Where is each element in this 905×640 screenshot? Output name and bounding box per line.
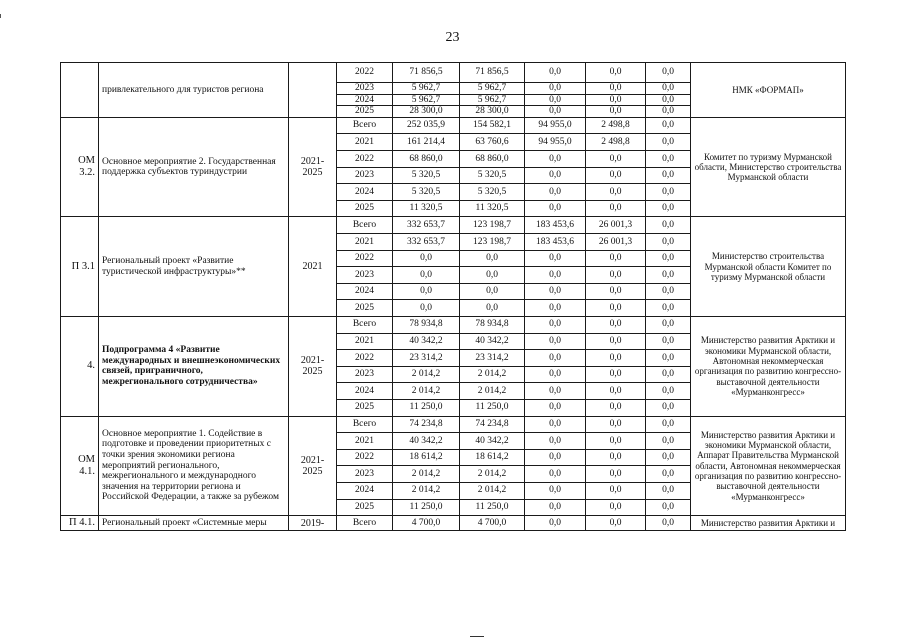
local-budget-value: 0,0 bbox=[586, 350, 646, 367]
total-value: 2 014,2 bbox=[393, 366, 460, 383]
year-cell: 2025 bbox=[337, 399, 393, 416]
year-cell: 2021 bbox=[337, 234, 393, 251]
total-value: 2 014,2 bbox=[393, 482, 460, 499]
other-sources-value: 0,0 bbox=[646, 234, 691, 251]
total-value: 2 014,2 bbox=[393, 383, 460, 400]
year-cell: 2023 bbox=[337, 366, 393, 383]
year-cell: 2025 bbox=[337, 300, 393, 317]
federal-budget-value: 0,0 bbox=[525, 250, 586, 267]
local-budget-value: 0,0 bbox=[586, 267, 646, 284]
local-budget-value: 0,0 bbox=[586, 283, 646, 300]
total-value: 5 962,7 bbox=[393, 94, 460, 106]
regional-budget-value: 5 320,5 bbox=[460, 184, 525, 201]
local-budget-value: 0,0 bbox=[586, 333, 646, 350]
row-code bbox=[61, 63, 99, 118]
row-name: Подпрограмма 4 «Развитие международных и внешнеэкономических связей, приграничного, межрегионального сотрудничества» bbox=[99, 317, 289, 417]
other-sources-value: 0,0 bbox=[646, 333, 691, 350]
other-sources-value: 0,0 bbox=[646, 267, 691, 284]
federal-budget-value: 0,0 bbox=[525, 333, 586, 350]
other-sources-value: 0,0 bbox=[646, 134, 691, 151]
other-sources-value: 0,0 bbox=[646, 167, 691, 184]
other-sources-value: 0,0 bbox=[646, 83, 691, 95]
total-value: 5 320,5 bbox=[393, 167, 460, 184]
total-value: 18 614,2 bbox=[393, 449, 460, 466]
other-sources-value: 0,0 bbox=[646, 94, 691, 106]
federal-budget-value: 0,0 bbox=[525, 433, 586, 450]
federal-budget-value: 0,0 bbox=[525, 482, 586, 499]
year-cell: 2021 bbox=[337, 134, 393, 151]
federal-budget-value: 0,0 bbox=[525, 267, 586, 284]
other-sources-value: 0,0 bbox=[646, 117, 691, 134]
federal-budget-value: 0,0 bbox=[525, 499, 586, 516]
local-budget-value: 0,0 bbox=[586, 83, 646, 95]
other-sources-value: 0,0 bbox=[646, 283, 691, 300]
other-sources-value: 0,0 bbox=[646, 350, 691, 367]
federal-budget-value: 0,0 bbox=[525, 516, 586, 531]
row-code: ОМ 4.1. bbox=[61, 416, 99, 516]
year-cell: Всего bbox=[337, 317, 393, 334]
total-value: 0,0 bbox=[393, 250, 460, 267]
regional-budget-value: 18 614,2 bbox=[460, 449, 525, 466]
regional-budget-value: 28 300,0 bbox=[460, 106, 525, 118]
total-value: 0,0 bbox=[393, 300, 460, 317]
total-value: 40 342,2 bbox=[393, 433, 460, 450]
regional-budget-value: 5 320,5 bbox=[460, 167, 525, 184]
local-budget-value: 0,0 bbox=[586, 383, 646, 400]
regional-budget-value: 123 198,7 bbox=[460, 234, 525, 251]
local-budget-value: 0,0 bbox=[586, 399, 646, 416]
local-budget-value: 0,0 bbox=[586, 167, 646, 184]
year-cell: 2024 bbox=[337, 184, 393, 201]
federal-budget-value: 94 955,0 bbox=[525, 117, 586, 134]
total-value: 40 342,2 bbox=[393, 333, 460, 350]
regional-budget-value: 68 860,0 bbox=[460, 151, 525, 168]
regional-budget-value: 2 014,2 bbox=[460, 482, 525, 499]
table-row bbox=[61, 317, 846, 334]
local-budget-value: 0,0 bbox=[586, 416, 646, 433]
federal-budget-value: 0,0 bbox=[525, 200, 586, 217]
page-number: 23 bbox=[445, 30, 460, 45]
year-cell: 2021 bbox=[337, 433, 393, 450]
regional-budget-value: 0,0 bbox=[460, 250, 525, 267]
other-sources-value: 0,0 bbox=[646, 482, 691, 499]
local-budget-value: 0,0 bbox=[586, 482, 646, 499]
row-name: привлекательного для туристов региона bbox=[99, 63, 289, 118]
federal-budget-value: 0,0 bbox=[525, 449, 586, 466]
regional-budget-value: 4 700,0 bbox=[460, 516, 525, 531]
regional-budget-value: 40 342,2 bbox=[460, 333, 525, 350]
row-executor: Комитет по туризму Мурманской области, Министерство строительства Мурманской области bbox=[691, 117, 846, 217]
total-value: 11 320,5 bbox=[393, 200, 460, 217]
regional-budget-value: 123 198,7 bbox=[460, 217, 525, 234]
federal-budget-value: 0,0 bbox=[525, 383, 586, 400]
regional-budget-value: 5 962,7 bbox=[460, 94, 525, 106]
federal-budget-value: 94 955,0 bbox=[525, 134, 586, 151]
regional-budget-value: 11 320,5 bbox=[460, 200, 525, 217]
federal-budget-value: 0,0 bbox=[525, 167, 586, 184]
row-code: П 3.1 bbox=[61, 217, 99, 317]
year-cell: 2024 bbox=[337, 94, 393, 106]
total-value: 78 934,8 bbox=[393, 317, 460, 334]
local-budget-value: 0,0 bbox=[586, 449, 646, 466]
year-cell: 2023 bbox=[337, 167, 393, 184]
table-row bbox=[61, 63, 846, 83]
local-budget-value: 0,0 bbox=[586, 151, 646, 168]
row-executor: Министерство развития Арктики и bbox=[691, 516, 846, 531]
year-cell: 2024 bbox=[337, 482, 393, 499]
local-budget-value: 0,0 bbox=[586, 250, 646, 267]
other-sources-value: 0,0 bbox=[646, 317, 691, 334]
other-sources-value: 0,0 bbox=[646, 217, 691, 234]
total-value: 11 250,0 bbox=[393, 399, 460, 416]
row-name: Региональный проект «Системные меры bbox=[99, 516, 289, 531]
local-budget-value: 0,0 bbox=[586, 466, 646, 483]
year-cell: 2025 bbox=[337, 499, 393, 516]
year-cell: Всего bbox=[337, 217, 393, 234]
row-name: Основное мероприятие 2. Государственная поддержка субъектов туриндустрии bbox=[99, 117, 289, 217]
total-value: 4 700,0 bbox=[393, 516, 460, 531]
local-budget-value: 0,0 bbox=[586, 433, 646, 450]
total-value: 23 314,2 bbox=[393, 350, 460, 367]
other-sources-value: 0,0 bbox=[646, 63, 691, 83]
federal-budget-value: 0,0 bbox=[525, 94, 586, 106]
local-budget-value: 2 498,8 bbox=[586, 117, 646, 134]
table-row bbox=[61, 416, 846, 433]
row-period bbox=[289, 63, 337, 118]
regional-budget-value: 63 760,6 bbox=[460, 134, 525, 151]
local-budget-value: 0,0 bbox=[586, 366, 646, 383]
year-cell: 2025 bbox=[337, 106, 393, 118]
local-budget-value: 0,0 bbox=[586, 317, 646, 334]
table-row bbox=[61, 217, 846, 234]
regional-budget-value: 11 250,0 bbox=[460, 399, 525, 416]
year-cell: 2022 bbox=[337, 151, 393, 168]
federal-budget-value: 183 453,6 bbox=[525, 234, 586, 251]
other-sources-value: 0,0 bbox=[646, 250, 691, 267]
year-cell: 2022 bbox=[337, 350, 393, 367]
federal-budget-value: 0,0 bbox=[525, 151, 586, 168]
federal-budget-value: 0,0 bbox=[525, 466, 586, 483]
other-sources-value: 0,0 bbox=[646, 200, 691, 217]
total-value: 71 856,5 bbox=[393, 63, 460, 83]
row-code: П 4.1. bbox=[61, 516, 99, 531]
row-executor: Министерство развития Арктики и экономики Мурманской области, Автономная некоммерческая организация по развитию конгрессно-выставочной деятельности «Мурманконгресс» bbox=[691, 317, 846, 417]
regional-budget-value: 23 314,2 bbox=[460, 350, 525, 367]
local-budget-value: 0,0 bbox=[586, 94, 646, 106]
row-name: Региональный проект «Развитие туристической инфраструктуры»** bbox=[99, 217, 289, 317]
local-budget-value: 26 001,3 bbox=[586, 234, 646, 251]
total-value: 332 653,7 bbox=[393, 234, 460, 251]
local-budget-value: 0,0 bbox=[586, 499, 646, 516]
row-period: 2019- bbox=[289, 516, 337, 531]
year-cell: Всего bbox=[337, 117, 393, 134]
year-cell: 2025 bbox=[337, 200, 393, 217]
regional-budget-value: 2 014,2 bbox=[460, 366, 525, 383]
federal-budget-value: 0,0 bbox=[525, 300, 586, 317]
row-period: 2021-2025 bbox=[289, 317, 337, 417]
local-budget-value: 0,0 bbox=[586, 184, 646, 201]
year-cell: 2024 bbox=[337, 283, 393, 300]
year-cell: Всего bbox=[337, 516, 393, 531]
federal-budget-value: 0,0 bbox=[525, 83, 586, 95]
other-sources-value: 0,0 bbox=[646, 151, 691, 168]
regional-budget-value: 0,0 bbox=[460, 283, 525, 300]
local-budget-value: 0,0 bbox=[586, 300, 646, 317]
total-value: 332 653,7 bbox=[393, 217, 460, 234]
scan-edge-mark bbox=[0, 14, 1, 18]
row-period: 2021 bbox=[289, 217, 337, 317]
local-budget-value: 0,0 bbox=[586, 106, 646, 118]
federal-budget-value: 0,0 bbox=[525, 63, 586, 83]
row-executor: НМК «ФОРМАП» bbox=[691, 63, 846, 118]
total-value: 0,0 bbox=[393, 283, 460, 300]
federal-budget-value: 0,0 bbox=[525, 283, 586, 300]
total-value: 11 250,0 bbox=[393, 499, 460, 516]
regional-budget-value: 11 250,0 bbox=[460, 499, 525, 516]
regional-budget-value: 2 014,2 bbox=[460, 383, 525, 400]
federal-budget-value: 0,0 bbox=[525, 106, 586, 118]
other-sources-value: 0,0 bbox=[646, 466, 691, 483]
row-code: 4. bbox=[61, 317, 99, 417]
federal-budget-value: 0,0 bbox=[525, 184, 586, 201]
year-cell: 2022 bbox=[337, 250, 393, 267]
row-period: 2021-2025 bbox=[289, 416, 337, 516]
regional-budget-value: 2 014,2 bbox=[460, 466, 525, 483]
total-value: 0,0 bbox=[393, 267, 460, 284]
page-footer-mark bbox=[470, 636, 484, 637]
local-budget-value: 2 498,8 bbox=[586, 134, 646, 151]
total-value: 252 035,9 bbox=[393, 117, 460, 134]
federal-budget-value: 0,0 bbox=[525, 366, 586, 383]
regional-budget-value: 154 582,1 bbox=[460, 117, 525, 134]
table-row bbox=[61, 117, 846, 134]
regional-budget-value: 40 342,2 bbox=[460, 433, 525, 450]
year-cell: 2022 bbox=[337, 63, 393, 83]
year-cell: 2023 bbox=[337, 83, 393, 95]
total-value: 161 214,4 bbox=[393, 134, 460, 151]
regional-budget-value: 71 856,5 bbox=[460, 63, 525, 83]
local-budget-value: 0,0 bbox=[586, 516, 646, 531]
year-cell: 2023 bbox=[337, 267, 393, 284]
regional-budget-value: 0,0 bbox=[460, 267, 525, 284]
federal-budget-value: 0,0 bbox=[525, 399, 586, 416]
local-budget-value: 0,0 bbox=[586, 200, 646, 217]
year-cell: 2023 bbox=[337, 466, 393, 483]
total-value: 28 300,0 bbox=[393, 106, 460, 118]
federal-budget-value: 0,0 bbox=[525, 416, 586, 433]
row-executor: Министерство строительства Мурманской области Комитет по туризму Мурманской области bbox=[691, 217, 846, 317]
regional-budget-value: 78 934,8 bbox=[460, 317, 525, 334]
total-value: 2 014,2 bbox=[393, 466, 460, 483]
other-sources-value: 0,0 bbox=[646, 383, 691, 400]
year-cell: 2024 bbox=[337, 383, 393, 400]
other-sources-value: 0,0 bbox=[646, 106, 691, 118]
other-sources-value: 0,0 bbox=[646, 499, 691, 516]
local-budget-value: 0,0 bbox=[586, 63, 646, 83]
other-sources-value: 0,0 bbox=[646, 416, 691, 433]
row-executor: Министерство развития Арктики и экономики Мурманской области, Аппарат Правительства Мурманской области, Автономная некоммерческая организация по развитию конгрессно-выставочной деятельности «Мурманконгресс» bbox=[691, 416, 846, 516]
table-row bbox=[61, 516, 846, 531]
regional-budget-value: 74 234,8 bbox=[460, 416, 525, 433]
other-sources-value: 0,0 bbox=[646, 449, 691, 466]
year-cell: Всего bbox=[337, 416, 393, 433]
other-sources-value: 0,0 bbox=[646, 399, 691, 416]
other-sources-value: 0,0 bbox=[646, 433, 691, 450]
other-sources-value: 0,0 bbox=[646, 366, 691, 383]
total-value: 5 320,5 bbox=[393, 184, 460, 201]
other-sources-value: 0,0 bbox=[646, 516, 691, 531]
row-code: ОМ 3.2. bbox=[61, 117, 99, 217]
federal-budget-value: 0,0 bbox=[525, 317, 586, 334]
row-period: 2021-2025 bbox=[289, 117, 337, 217]
total-value: 74 234,8 bbox=[393, 416, 460, 433]
total-value: 5 962,7 bbox=[393, 83, 460, 95]
federal-budget-value: 0,0 bbox=[525, 350, 586, 367]
other-sources-value: 0,0 bbox=[646, 300, 691, 317]
federal-budget-value: 183 453,6 bbox=[525, 217, 586, 234]
regional-budget-value: 5 962,7 bbox=[460, 83, 525, 95]
year-cell: 2022 bbox=[337, 449, 393, 466]
local-budget-value: 26 001,3 bbox=[586, 217, 646, 234]
row-name: Основное мероприятие 1. Содействие в подготовке и проведении приоритетных с точки зрения экономики региона мероприятий регионального, межрегионального и международного значения на территории региона и Российской Федерации, а также за рубежом bbox=[99, 416, 289, 516]
funding-table bbox=[60, 62, 846, 531]
other-sources-value: 0,0 bbox=[646, 184, 691, 201]
regional-budget-value: 0,0 bbox=[460, 300, 525, 317]
year-cell: 2021 bbox=[337, 333, 393, 350]
total-value: 68 860,0 bbox=[393, 151, 460, 168]
